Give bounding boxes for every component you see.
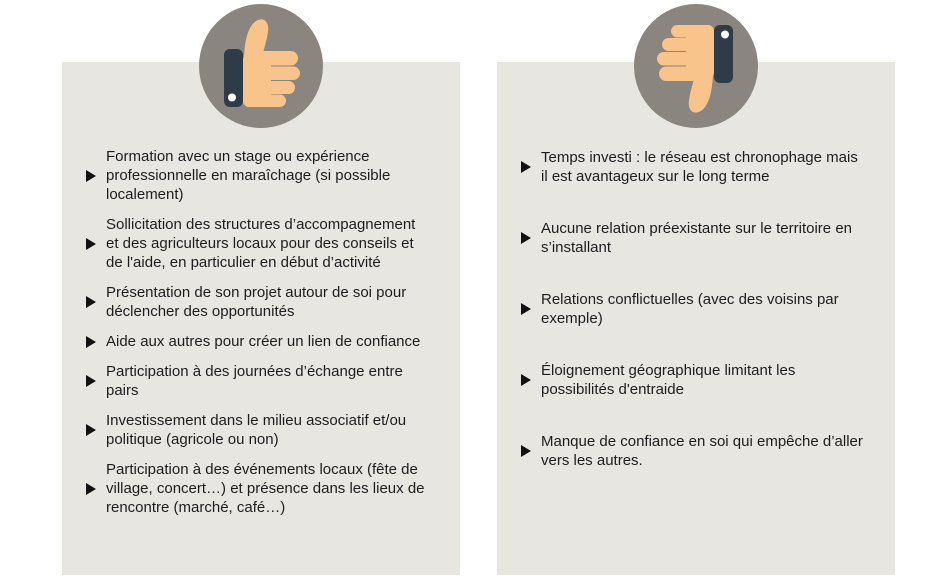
bullet-triangle-icon <box>521 161 531 173</box>
bullet-triangle-icon <box>521 303 531 315</box>
drawbacks-panel <box>497 62 895 575</box>
list-item <box>521 290 864 328</box>
list-item-text: Relations conflictuelles (avec des voisins par exemple) <box>541 291 839 327</box>
list-item-text: Manque de confiance en soi qui empêche d’aller vers les autres. <box>541 433 863 469</box>
bullet-triangle-icon <box>86 238 96 250</box>
bullet-triangle-icon <box>86 336 96 348</box>
bullet-triangle-icon <box>521 445 531 457</box>
list-item <box>86 411 429 449</box>
list-item <box>86 332 429 351</box>
bullet-triangle-icon <box>86 170 96 182</box>
list-item-text: Éloignement géographique limitant les possibilités d'entraide <box>541 362 796 398</box>
thumbs-up-icon <box>199 4 323 128</box>
list-item-text: Sollicitation des structures d’accompagnement et des agriculteurs locaux pour des conseils et de l'aide, en particulier en début d’activité <box>106 216 416 271</box>
advantages-panel <box>62 62 460 575</box>
list-item <box>521 361 864 399</box>
advantages-list <box>62 62 460 517</box>
list-item-text: Investissement dans le milieu associatif et/ou politique (agricole ou non) <box>106 412 407 448</box>
bullet-triangle-icon <box>521 232 531 244</box>
advantages-badge <box>199 4 323 128</box>
list-item <box>86 283 429 321</box>
list-item <box>86 460 429 517</box>
list-item-text: Formation avec un stage ou expérience professionnelle en maraîchage (si possible localement) <box>106 148 391 203</box>
list-item <box>521 219 864 257</box>
list-item-text: Temps investi : le réseau est chronophage mais il est avantageux sur le long terme <box>541 149 858 185</box>
list-item <box>86 147 429 204</box>
thumbs-down-icon <box>634 4 758 128</box>
list-item-text: Aide aux autres pour créer un lien de confiance <box>106 333 421 350</box>
bullet-triangle-icon <box>86 424 96 436</box>
list-item-text: Participation à des événements locaux (fête de village, concert…) et présence dans les lieux de rencontre (marché, café…) <box>106 461 425 516</box>
list-item-text: Présentation de son projet autour de soi pour déclencher des opportunités <box>106 284 407 320</box>
list-item <box>521 148 864 186</box>
bullet-triangle-icon <box>86 483 96 495</box>
list-item <box>86 215 429 272</box>
list-item <box>86 362 429 400</box>
bullet-triangle-icon <box>86 375 96 387</box>
bullet-triangle-icon <box>86 296 96 308</box>
drawbacks-badge <box>634 4 758 128</box>
list-item <box>521 432 864 470</box>
bullet-triangle-icon <box>521 374 531 386</box>
list-item-text: Aucune relation préexistante sur le territoire en s’installant <box>541 220 853 256</box>
list-item-text: Participation à des journées d’échange entre pairs <box>106 363 403 399</box>
